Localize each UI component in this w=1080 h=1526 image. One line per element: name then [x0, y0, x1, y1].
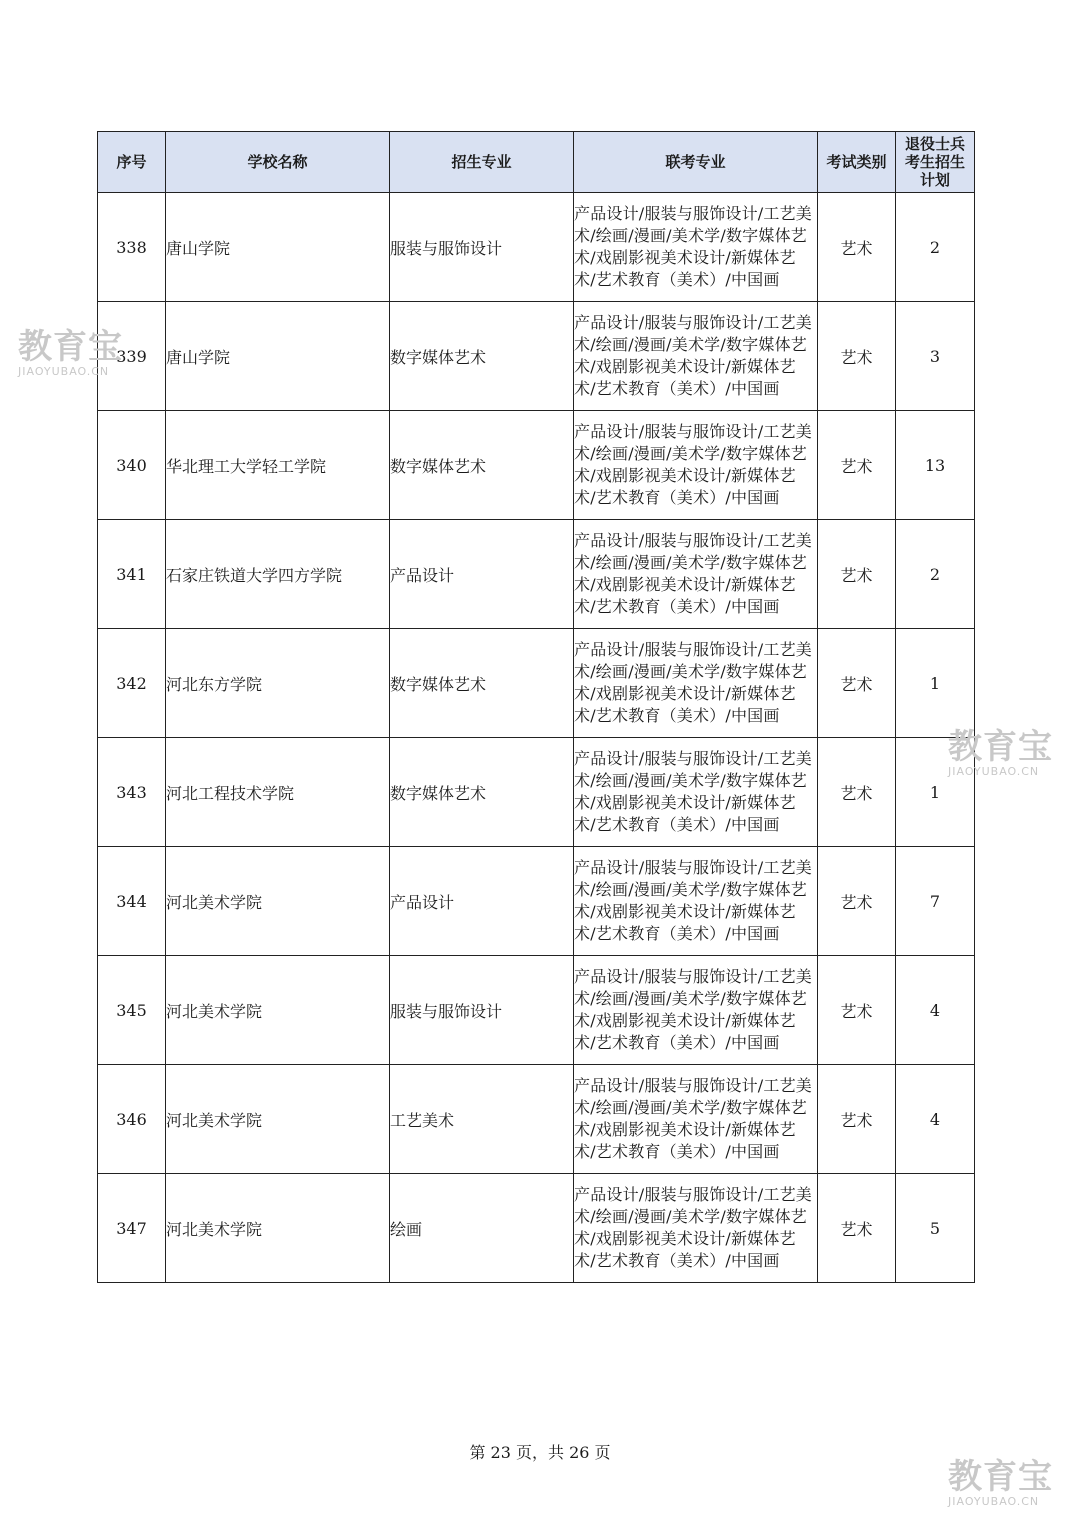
cell-school: 石家庄铁道大学四方学院 — [166, 520, 390, 629]
cell-school: 河北美术学院 — [166, 1065, 390, 1174]
cell-major: 数字媒体艺术 — [390, 302, 574, 411]
cell-joint: 产品设计/服装与服饰设计/工艺美术/绘画/漫画/美术学/数字媒体艺术/戏剧影视美术设计/新媒体艺术/艺术教育（美术）/中国画 — [574, 847, 818, 956]
cell-joint: 产品设计/服装与服饰设计/工艺美术/绘画/漫画/美术学/数字媒体艺术/戏剧影视美术设计/新媒体艺术/艺术教育（美术）/中国画 — [574, 520, 818, 629]
cell-major: 数字媒体艺术 — [390, 411, 574, 520]
cell-category: 艺术 — [818, 1065, 896, 1174]
cell-joint: 产品设计/服装与服饰设计/工艺美术/绘画/漫画/美术学/数字媒体艺术/戏剧影视美术设计/新媒体艺术/艺术教育（美术）/中国画 — [574, 1174, 818, 1283]
watermark-bottom — [948, 1457, 1053, 1508]
cell-joint: 产品设计/服装与服饰设计/工艺美术/绘画/漫画/美术学/数字媒体艺术/戏剧影视美术设计/新媒体艺术/艺术教育（美术）/中国画 — [574, 956, 818, 1065]
cell-category: 艺术 — [818, 629, 896, 738]
cell-school: 华北理工大学轻工学院 — [166, 411, 390, 520]
cell-no: 344 — [98, 847, 166, 956]
table-row — [98, 302, 975, 411]
cell-school: 河北工程技术学院 — [166, 738, 390, 847]
cell-joint: 产品设计/服装与服饰设计/工艺美术/绘画/漫画/美术学/数字媒体艺术/戏剧影视美术设计/新媒体艺术/艺术教育（美术）/中国画 — [574, 193, 818, 302]
cell-major: 工艺美术 — [390, 1065, 574, 1174]
cell-plan: 2 — [896, 520, 975, 629]
table-row — [98, 956, 975, 1065]
table-row — [98, 629, 975, 738]
cell-no: 345 — [98, 956, 166, 1065]
cell-major: 绘画 — [390, 1174, 574, 1283]
watermark-sub: JIAOYUBAO.CN — [18, 365, 110, 378]
cell-joint: 产品设计/服装与服饰设计/工艺美术/绘画/漫画/美术学/数字媒体艺术/戏剧影视美术设计/新媒体艺术/艺术教育（美术）/中国画 — [574, 302, 818, 411]
cell-no: 346 — [98, 1065, 166, 1174]
cell-school: 唐山学院 — [166, 302, 390, 411]
cell-major: 产品设计 — [390, 520, 574, 629]
cell-no: 338 — [98, 193, 166, 302]
cell-no: 342 — [98, 629, 166, 738]
watermark-text: 教育宝 — [948, 1457, 1053, 1497]
cell-plan: 1 — [896, 738, 975, 847]
watermark-sub: JIAOYUBAO.CN — [948, 1495, 1040, 1508]
header-plan: 退役士兵考生招生计划 — [896, 132, 975, 193]
cell-category: 艺术 — [818, 1174, 896, 1283]
cell-no: 347 — [98, 1174, 166, 1283]
cell-joint: 产品设计/服装与服饰设计/工艺美术/绘画/漫画/美术学/数字媒体艺术/戏剧影视美术设计/新媒体艺术/艺术教育（美术）/中国画 — [574, 1065, 818, 1174]
header-no: 序号 — [98, 132, 166, 193]
cell-school: 河北美术学院 — [166, 1174, 390, 1283]
page-footer: 第 23 页，共 26 页 — [469, 1443, 611, 1462]
cell-major: 数字媒体艺术 — [390, 629, 574, 738]
cell-category: 艺术 — [818, 193, 896, 302]
cell-major: 产品设计 — [390, 847, 574, 956]
cell-category: 艺术 — [818, 738, 896, 847]
cell-category: 艺术 — [818, 520, 896, 629]
cell-school: 唐山学院 — [166, 193, 390, 302]
table-row — [98, 1065, 975, 1174]
cell-no: 339 — [98, 302, 166, 411]
admission-plan-table — [97, 131, 975, 1283]
table-row — [98, 411, 975, 520]
cell-category: 艺术 — [818, 411, 896, 520]
cell-no: 340 — [98, 411, 166, 520]
watermark-left — [18, 327, 123, 378]
cell-joint: 产品设计/服装与服饰设计/工艺美术/绘画/漫画/美术学/数字媒体艺术/戏剧影视美术设计/新媒体艺术/艺术教育（美术）/中国画 — [574, 411, 818, 520]
cell-plan: 2 — [896, 193, 975, 302]
cell-plan: 7 — [896, 847, 975, 956]
watermark-text: 教育宝 — [948, 727, 1053, 767]
header-joint: 联考专业 — [574, 132, 818, 193]
cell-school: 河北东方学院 — [166, 629, 390, 738]
watermark-sub: JIAOYUBAO.CN — [948, 765, 1040, 778]
cell-category: 艺术 — [818, 302, 896, 411]
cell-plan: 4 — [896, 956, 975, 1065]
cell-plan: 4 — [896, 1065, 975, 1174]
cell-plan: 3 — [896, 302, 975, 411]
cell-major: 数字媒体艺术 — [390, 738, 574, 847]
table-header-row — [98, 132, 975, 193]
header-school: 学校名称 — [166, 132, 390, 193]
cell-plan: 1 — [896, 629, 975, 738]
table-row — [98, 738, 975, 847]
cell-plan: 5 — [896, 1174, 975, 1283]
watermark-text: 教育宝 — [18, 327, 123, 367]
cell-school: 河北美术学院 — [166, 956, 390, 1065]
header-category: 考试类别 — [818, 132, 896, 193]
cell-joint: 产品设计/服装与服饰设计/工艺美术/绘画/漫画/美术学/数字媒体艺术/戏剧影视美术设计/新媒体艺术/艺术教育（美术）/中国画 — [574, 629, 818, 738]
cell-joint: 产品设计/服装与服饰设计/工艺美术/绘画/漫画/美术学/数字媒体艺术/戏剧影视美术设计/新媒体艺术/艺术教育（美术）/中国画 — [574, 738, 818, 847]
cell-category: 艺术 — [818, 956, 896, 1065]
table-row — [98, 1174, 975, 1283]
cell-plan: 13 — [896, 411, 975, 520]
header-major: 招生专业 — [390, 132, 574, 193]
cell-school: 河北美术学院 — [166, 847, 390, 956]
table-row — [98, 520, 975, 629]
watermark-right — [948, 727, 1053, 778]
cell-no: 343 — [98, 738, 166, 847]
cell-no: 341 — [98, 520, 166, 629]
cell-major: 服装与服饰设计 — [390, 193, 574, 302]
table-row — [98, 193, 975, 302]
cell-major: 服装与服饰设计 — [390, 956, 574, 1065]
table-row — [98, 847, 975, 956]
cell-category: 艺术 — [818, 847, 896, 956]
table-body — [98, 193, 975, 1283]
